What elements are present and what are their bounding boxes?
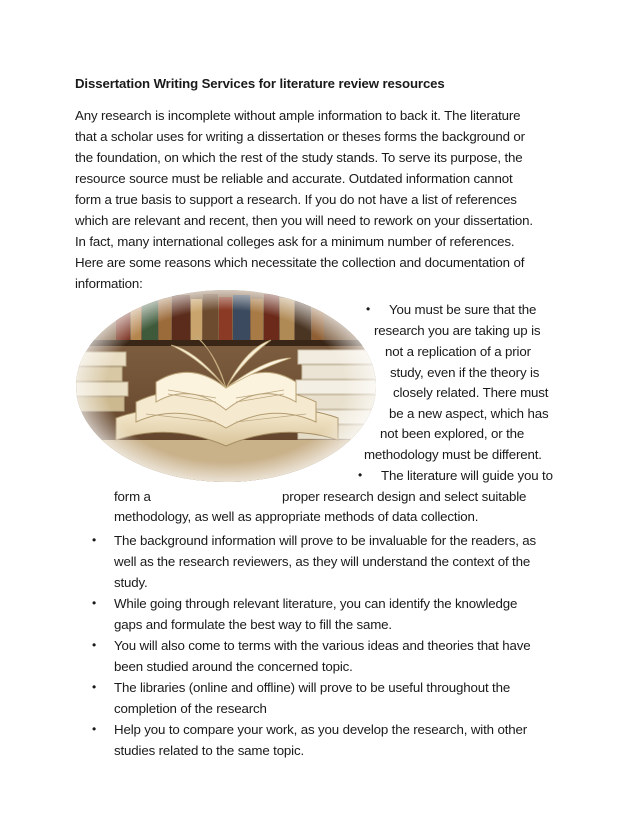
list-item	[92, 530, 574, 593]
wrap-line: proper research design and select suitable	[282, 489, 527, 504]
list-item	[92, 635, 574, 677]
intro-line: Here are some reasons which necessitate the collection and documentation of	[75, 255, 525, 270]
wrap-line: The literature will guide you to	[381, 468, 553, 483]
wrap-line: research you are taking up is	[374, 323, 541, 338]
bullet-marker: •	[92, 533, 97, 547]
wrap-line: closely related. There must	[393, 385, 549, 400]
wrap-line: not a replication of a prior	[385, 344, 531, 359]
list-item-line: gaps and formulate the best way to fill the same.	[114, 617, 392, 632]
wrap-line: be a new aspect, which has	[389, 406, 549, 421]
intro-line: information:	[75, 276, 143, 291]
wrap-line: not been explored, or the	[380, 426, 525, 441]
bullet-marker: •	[366, 302, 371, 316]
intro-paragraph	[75, 105, 555, 294]
list-item-line: The background information will prove to be invaluable for the readers, as	[114, 533, 537, 548]
books-photo	[76, 290, 376, 482]
bullet-marker: •	[92, 638, 97, 652]
list-item	[92, 719, 574, 761]
bullet-marker: •	[92, 596, 97, 610]
intro-line: In fact, many international colleges ask for a minimum number of references.	[75, 234, 515, 249]
bullet-list	[92, 530, 574, 761]
wrap-line: form a	[114, 489, 151, 504]
intro-line: form a true basis to support a research. If you do not have a list of references	[75, 192, 517, 207]
list-item-line: You will also come to terms with the various ideas and theories that have	[114, 638, 531, 653]
list-item-line: studies related to the same topic.	[114, 743, 305, 758]
intro-line: which are relevant and recent, then you will need to rework on your dissertation.	[75, 213, 533, 228]
list-item-line: been studied around the concerned topic.	[114, 659, 353, 674]
intro-line: resource source must be reliable and accurate. Outdated information cannot	[75, 171, 513, 186]
intro-line: that a scholar uses for writing a dissertation or theses forms the background or	[75, 129, 525, 144]
list-item-line: well as the research reviewers, as they will understand the context of the	[114, 554, 531, 569]
list-item-line: completion of the research	[114, 701, 267, 716]
list-item-line: The libraries (online and offline) will prove to be useful throughout the	[114, 680, 511, 695]
list-item	[92, 677, 574, 719]
wrap-line: methodology must be different.	[364, 447, 542, 462]
intro-line: the foundation, on which the rest of the study stands. To serve its purpose, the	[75, 150, 523, 165]
bullet-marker: •	[92, 722, 97, 736]
bullet-marker: •	[92, 680, 97, 694]
list-item	[92, 593, 574, 635]
list-item-line: While going through relevant literature, you can identify the knowledge	[114, 596, 518, 611]
list-item-line: study.	[114, 575, 148, 590]
intro-line: Any research is incomplete without ample information to back it. The literature	[75, 108, 521, 123]
wrap-line: study, even if the theory is	[390, 365, 540, 380]
list-item-line: Help you to compare your work, as you develop the research, with other	[114, 722, 528, 737]
bullet-marker: •	[358, 468, 363, 482]
wrap-line: You must be sure that the	[389, 302, 537, 317]
document-title: Dissertation Writing Services for literature review resources	[75, 76, 445, 91]
wrap-line: methodology, as well as appropriate methods of data collection.	[114, 509, 479, 524]
